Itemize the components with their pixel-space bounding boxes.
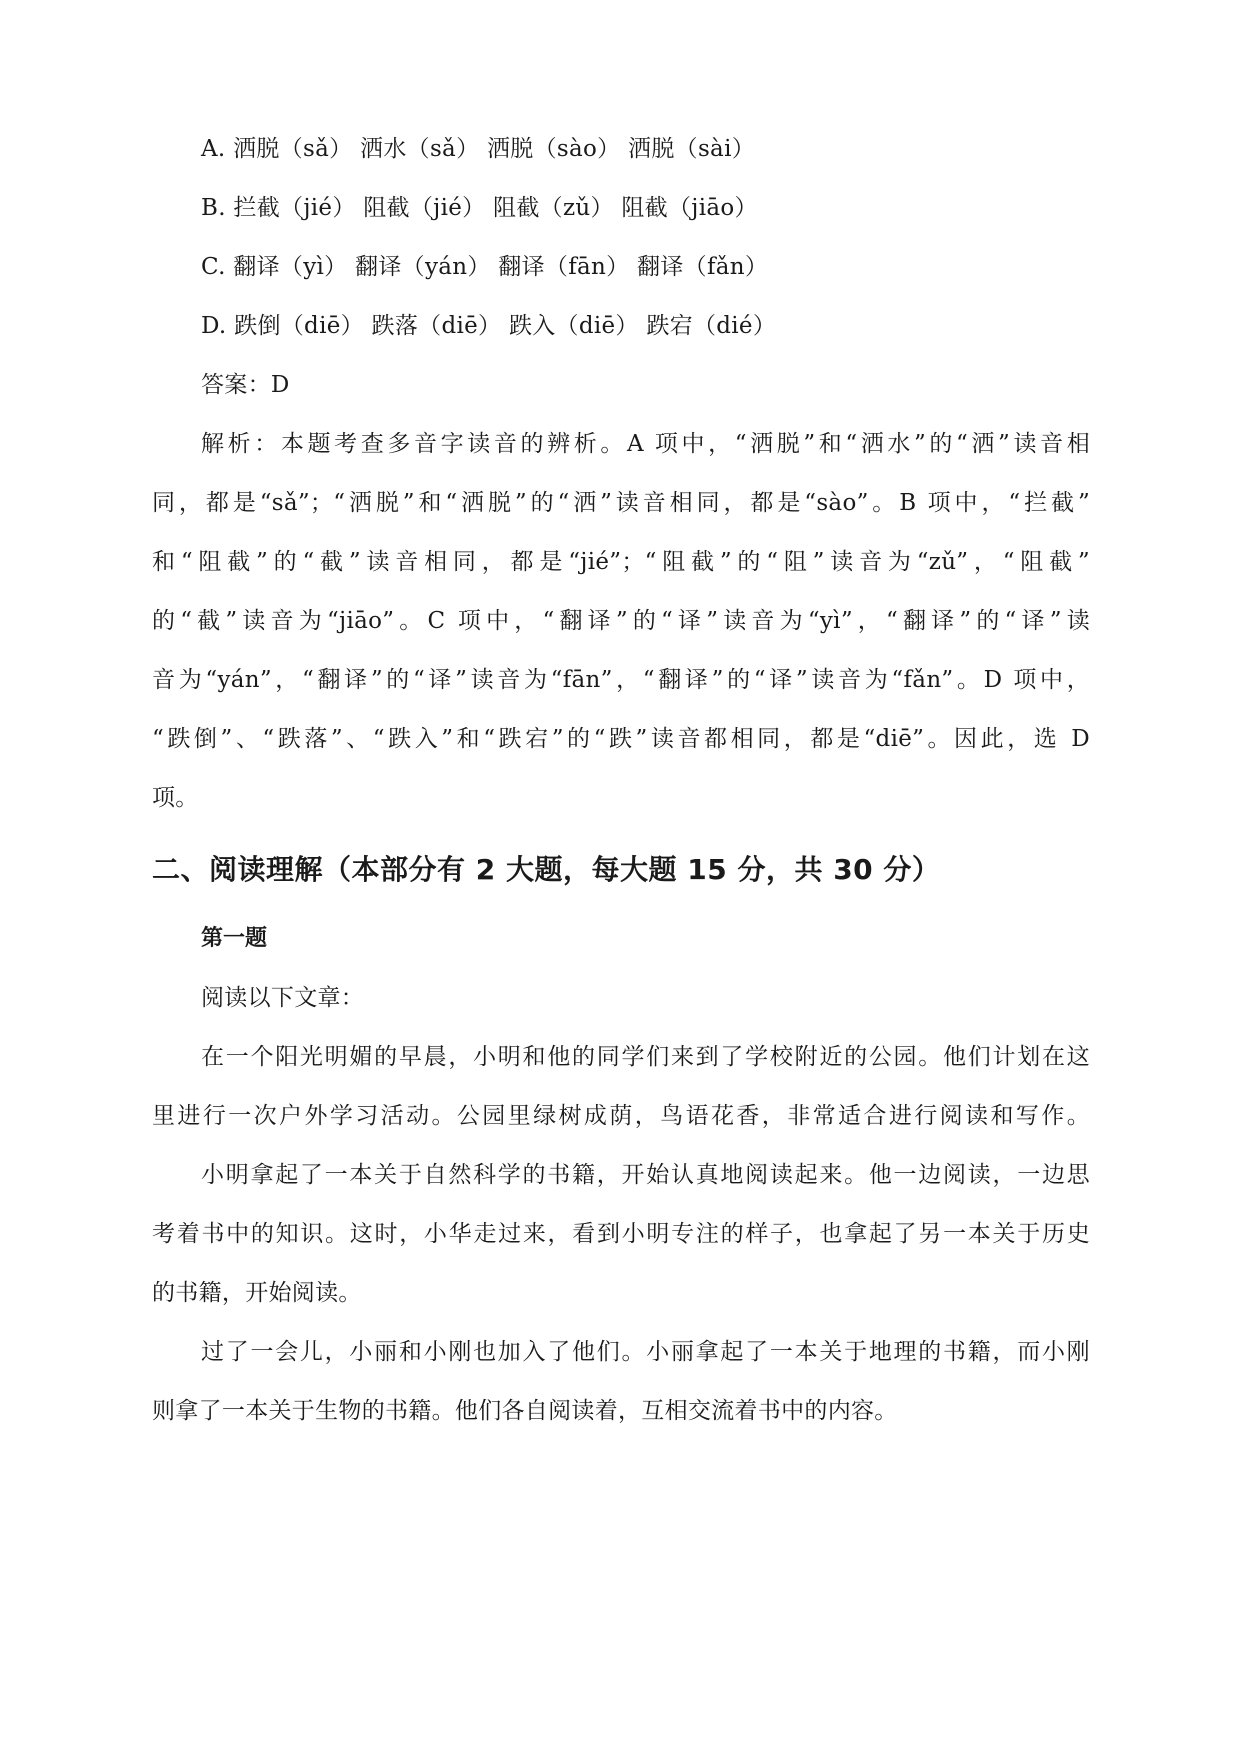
option-d: D. 跌倒（diē） 跌落（diē） 跌入（diē） 跌宕（dié） [201, 313, 777, 339]
passage-line: 在一个阳光明媚的早晨，小明和他的同学们来到了学校附近的公园。他们计划在这 [201, 1044, 1090, 1070]
reading-intro: 阅读以下文章： [201, 985, 365, 1011]
passage-line: 的书籍，开始阅读。 [152, 1280, 362, 1306]
analysis-line: 的“截”读音为“jiāo”。C 项中，“翻译”的“译”读音为“yì”，“翻译”的“译”读 [152, 608, 1090, 634]
passage-line: 考着书中的知识。这时，小华走过来，看到小明专注的样子，也拿起了另一本关于历史 [152, 1221, 1090, 1247]
analysis-line: 和“阻截”的“截”读音相同，都是“jié”；“阻截”的“阻”读音为“zǔ”，“阻截” [152, 549, 1090, 575]
section-heading: 二、阅读理解（本部分有 2 大题，每大题 15 分，共 30 分） [152, 853, 941, 886]
option-b: B. 拦截（jié） 阻截（jié） 阻截（zǔ） 阻截（jiāo） [201, 195, 758, 221]
analysis-line: 解析：本题考查多音字读音的辨析。A 项中，“洒脱”和“洒水”的“洒”读音相 [201, 431, 1090, 457]
answer: 答案：D [201, 372, 290, 398]
sub-heading: 第一题 [201, 926, 268, 951]
passage-line: 小明拿起了一本关于自然科学的书籍，开始认真地阅读起来。他一边阅读，一边思 [201, 1162, 1090, 1188]
analysis-line: 项。 [152, 785, 199, 811]
option-c: C. 翻译（yì） 翻译（yán） 翻译（fān） 翻译（fǎn） [201, 254, 769, 280]
passage-line: 过了一会儿，小丽和小刚也加入了他们。小丽拿起了一本关于地理的书籍，而小刚 [201, 1339, 1090, 1365]
passage-line: 则拿了一本关于生物的书籍。他们各自阅读着，互相交流着书中的内容。 [152, 1398, 898, 1424]
analysis-line: 同，都是“sǎ”；“洒脱”和“洒脱”的“洒”读音相同，都是“sào”。B 项中，“拦截” [152, 490, 1090, 516]
passage-line: 里进行一次户外学习活动。公园里绿树成荫，鸟语花香，非常适合进行阅读和写作。 [152, 1103, 1090, 1129]
analysis-line: “跌倒”、“跌落”、“跌入”和“跌宕”的“跌”读音都相同，都是“diē”。因此，选 D [152, 726, 1090, 752]
option-a: A. 洒脱（sǎ） 洒水（sǎ） 洒脱（sào） 洒脱（sài） [201, 136, 756, 162]
analysis-line: 音为“yán”，“翻译”的“译”读音为“fān”，“翻译”的“译”读音为“fǎn”。D 项中， [152, 667, 1090, 693]
